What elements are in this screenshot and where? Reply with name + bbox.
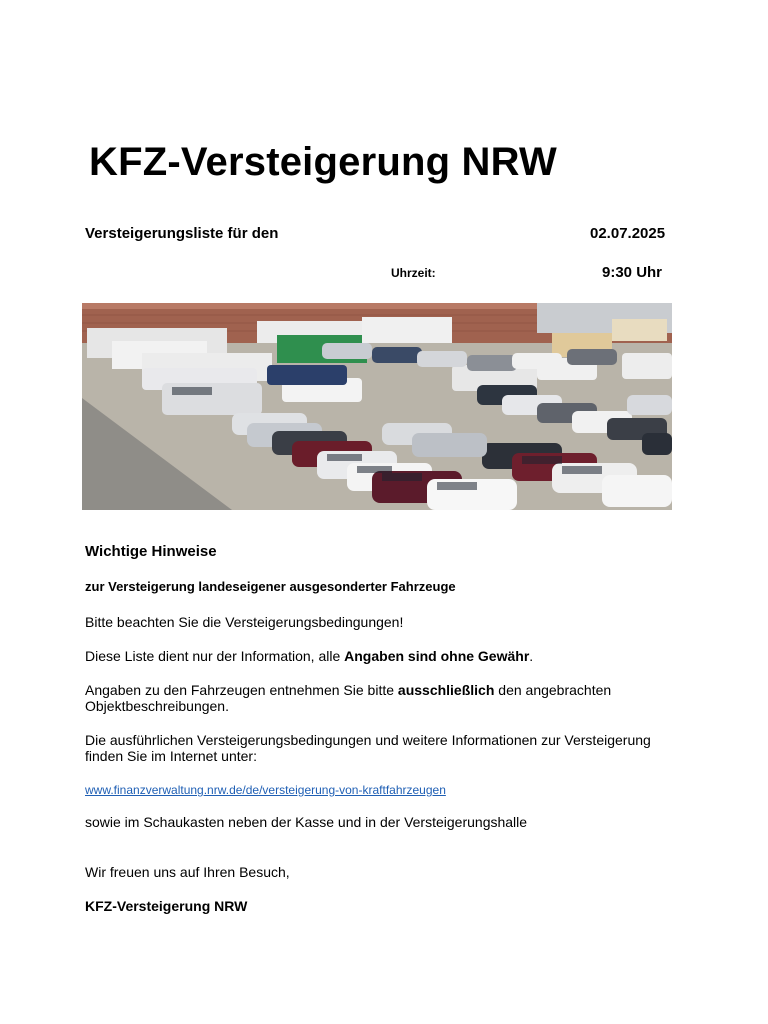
list-subtitle: Versteigerungsliste für den bbox=[85, 225, 279, 242]
time-label: Uhrzeit: bbox=[391, 266, 436, 280]
parking-lot-illustration bbox=[82, 303, 672, 510]
page-title: KFZ-Versteigerung NRW bbox=[89, 140, 557, 184]
paragraph-information-end: . bbox=[529, 648, 534, 664]
website-link[interactable]: www.finanzverwaltung.nrw.de/de/versteigerung-von-kraftfahrzeugen bbox=[85, 783, 446, 797]
notice-subheading: zur Versteigerung landeseigener ausgesonderter Fahrzeuge bbox=[85, 579, 456, 594]
vehicle-details-end: den angebrachten Objektbeschreibungen. bbox=[85, 682, 612, 714]
greeting: Wir freuen uns auf Ihren Besuch, bbox=[85, 864, 290, 880]
signature: KFZ-Versteigerung NRW bbox=[85, 898, 248, 914]
paragraph-information bbox=[85, 648, 685, 664]
auction-date: 02.07.2025 bbox=[590, 225, 666, 242]
paragraph-terms: Die ausführlichen Versteigerungsbedingungen und weitere Informationen zur Versteigerung finden Sie im Internet unter: bbox=[85, 732, 651, 764]
time-value: 9:30 Uhr bbox=[602, 264, 663, 281]
paragraph-display-case: sowie im Schaukasten neben der Kasse und in der Versteigerungshalle bbox=[85, 814, 528, 830]
paragraph-conditions: Bitte beachten Sie die Versteigerungsbedingungen! bbox=[85, 614, 404, 630]
website-link-container bbox=[85, 781, 685, 798]
paragraph-vehicle-details bbox=[85, 682, 685, 714]
paragraph-information-text: Diese Liste dient nur der Information, alle bbox=[85, 648, 345, 664]
notice-heading: Wichtige Hinweise bbox=[85, 543, 217, 560]
parking-lot-photo bbox=[82, 303, 672, 510]
exclusively-text: ausschließlich bbox=[397, 682, 495, 698]
vehicle-details-text: Angaben zu den Fahrzeugen entnehmen Sie bitte bbox=[85, 682, 398, 698]
no-guarantee-text: Angaben sind ohne Gewähr bbox=[344, 648, 530, 664]
